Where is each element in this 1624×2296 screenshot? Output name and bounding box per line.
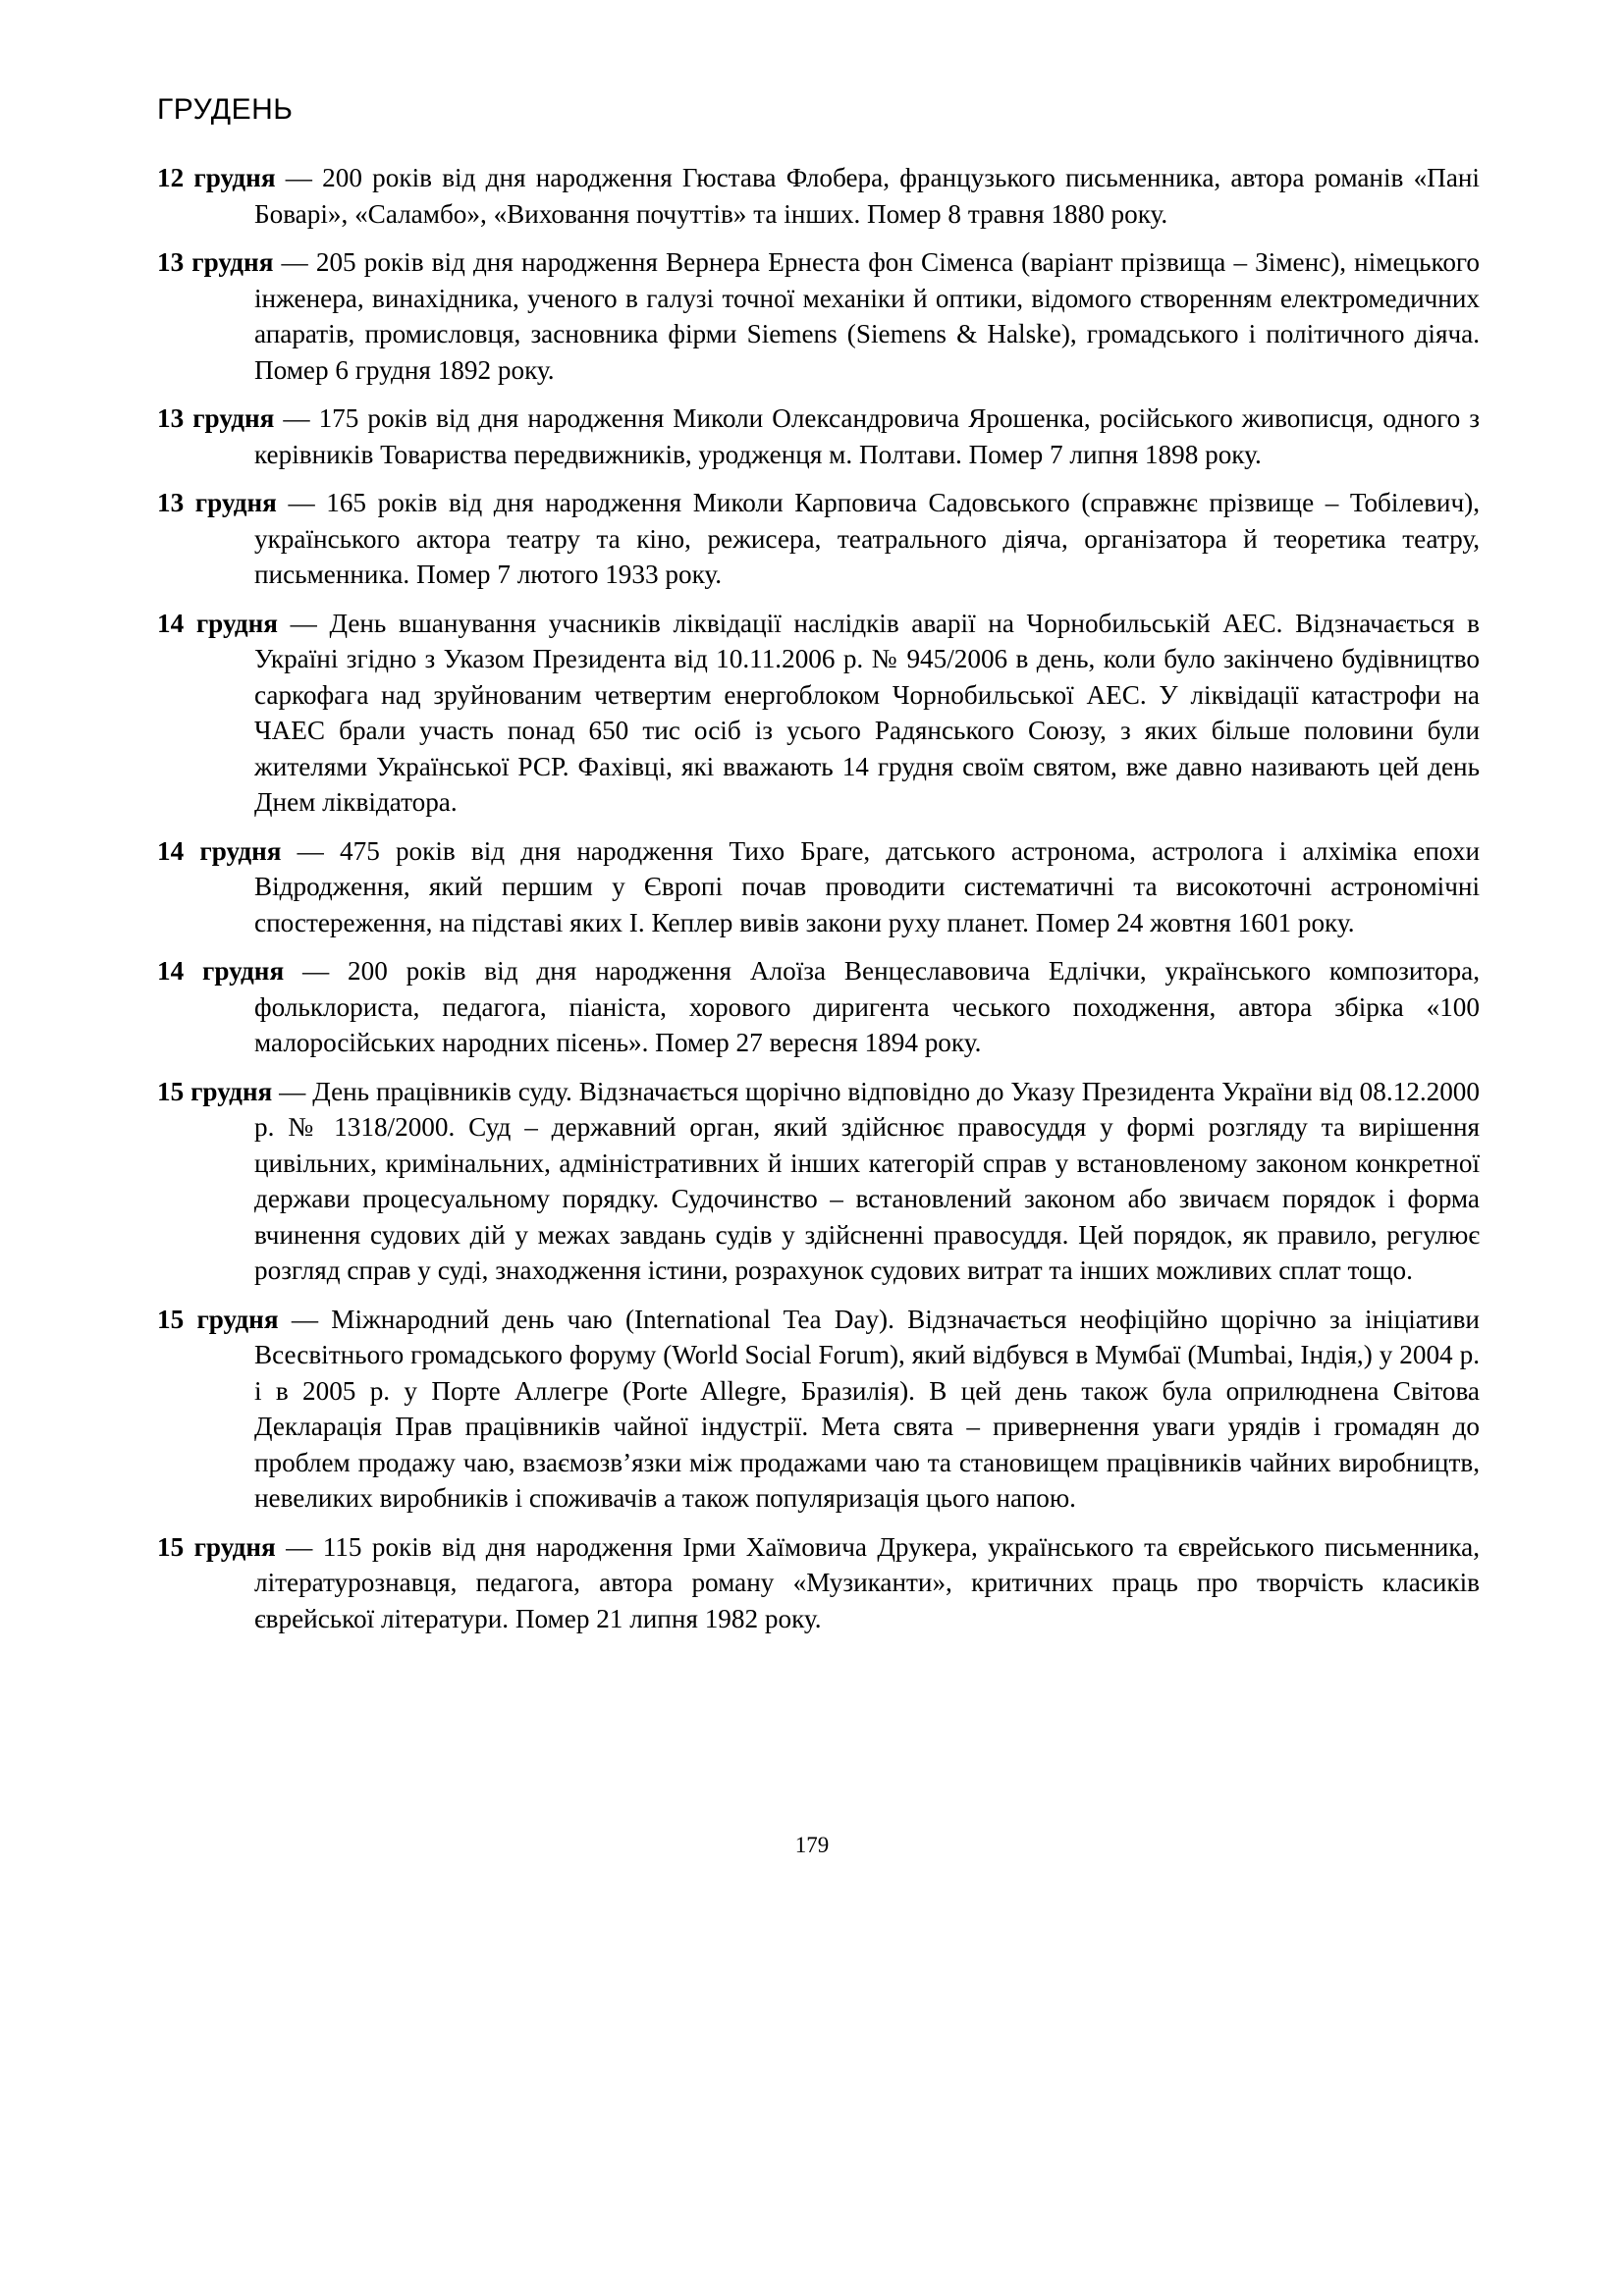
entry-dash: — xyxy=(278,1304,332,1334)
anniversary-entry xyxy=(157,1074,1480,1289)
entry-text: День працівників суду. Відзначається щорічно відповідно до Указу Президента України від 08.12.2000 р. № 1318/2000. Суд – державний орган, який здійснює правосуддя у формі розгляду та вирішення цивільних, кримінальних, адміністративних й інших категорій справ у встановленому законом конкретної держави процесуальному порядку. Судочинство – встановлений законом або звичаєм порядок і форма вчинення судових дій у межах завдань судів у здійсненні правосуддя. Цей порядок, як правило, регулює розгляд справ у суді, знаходження істини, розрахунок судових витрат та інших можливих сплат тощо. xyxy=(254,1076,1480,1285)
month-heading: ГРУДЕНЬ xyxy=(157,93,294,126)
entry-text: День вшанування учасників ліквідації наслідків аварії на Чорнобильській АЕС. Відзначається в Україні згідно з Указом Президента від 10.11.2006 р. № 945/2006 в день, коли було закінчено будівництво саркофага над зруйнованим четвертим енергоблоком Чорнобильської АЕС. У ліквідації катастрофи на ЧАЕС брали участь понад 650 тис осіб із усього Радянського Союзу, з яких більше половини були жителями Української РСР. Фахівці, які вважають 14 грудня своїм святом, вже давно називають цей день Днем ліквідатора. xyxy=(254,608,1480,817)
entry-text: 165 років від дня народження Миколи Карповича Садовського (справжнє прізвище – Тобілевич), українського актора театру та кіно, режисера, театрального діяча, організатора й теоретика театру, письменника. Помер 7 лютого 1933 року. xyxy=(254,488,1480,589)
anniversary-entry xyxy=(157,400,1480,472)
entry-dash: — xyxy=(275,163,323,192)
entry-text: 200 років від дня народження Алоїза Венцеславовича Едлічки, українського композитора, фольклориста, педагога, піаніста, хорового диригента чеського походження, автора збірка «100 малоросійських народних пісень». Помер 27 вересня 1894 року. xyxy=(254,956,1481,1057)
entry-date: 15 грудня xyxy=(157,1531,276,1562)
anniversary-entry xyxy=(157,833,1480,941)
entry-date: 14 грудня xyxy=(157,835,282,866)
anniversary-entry xyxy=(157,953,1480,1061)
entry-text: 115 років від дня народження Ірми Хаїмовича Друкера, українського та єврейського письменника, літературознавця, педагога, автора роману «Музиканти», критичних праць про творчість класиків єврейської літератури. Помер 21 липня 1982 року. xyxy=(254,1531,1481,1633)
anniversary-entry xyxy=(157,160,1480,232)
anniversary-entry xyxy=(157,606,1480,821)
anniversary-entry xyxy=(157,244,1480,388)
anniversary-entry xyxy=(157,485,1480,593)
entry-date: 13 грудня xyxy=(157,247,274,277)
entry-dash: — xyxy=(273,247,316,277)
entry-dash: — xyxy=(284,956,349,986)
entry-dash: — xyxy=(277,608,330,638)
page-number: 179 xyxy=(794,1833,830,1857)
entry-text: 175 років від дня народження Миколи Олександровича Ярошенка, російського живописця, одного з керівників Товариства передвижників, уродженця м. Полтави. Помер 7 липня 1898 року. xyxy=(254,403,1480,469)
entry-dash: — xyxy=(275,1531,323,1562)
entry-date: 15 грудня xyxy=(157,1304,279,1334)
entry-date: 14 грудня xyxy=(157,608,278,638)
entry-dash: — xyxy=(276,488,327,517)
anniversary-list xyxy=(157,160,1480,1636)
entry-date: 14 грудня xyxy=(157,956,285,986)
entry-date: 15 грудня xyxy=(157,1076,273,1106)
entry-dash: — xyxy=(274,403,319,433)
entry-date: 12 грудня xyxy=(157,163,276,192)
entry-text: 205 років від дня народження Вернера Ернеста фон Сіменса (варіант прізвища – Зіменс), німецького інженера, винахідника, ученого в галузі точної механіки й оптики, відомого створенням електромедичних апаратів, промисловця, засновника фірми Siemens (Siemens & Halske), громадського і політичного діяча. Помер 6 грудня 1892 року. xyxy=(254,247,1480,385)
entry-text: 200 років від дня народження Гюстава Флобера, французького письменника, автора романів «Пані Боварі», «Саламбо», «Виховання почуттів» та інших. Помер 8 травня 1880 року. xyxy=(254,163,1480,229)
entry-text: Міжнародний день чаю (International Tea Day). Відзначається неофіційно щорічно за ініціативи Всесвітнього громадського форуму (World Social Forum), який відбувся в Мумбаї (Mumbai, Індія,) у 2004 р. і в 2005 р. у Порте Аллегре (Porte Allegre, Бразилія). В цей день також була оприлюднена Світова Декларація Прав працівників чайної індустрії. Мета свята – привернення уваги урядів і громадян до проблем продажу чаю, взаємозв’язки між продажами чаю та становищем працівників чайних виробництв, невеликих виробників і споживачів а також популяризація цього напою. xyxy=(254,1304,1480,1513)
entry-date: 13 грудня xyxy=(157,488,277,517)
anniversary-entry xyxy=(157,1302,1480,1517)
entry-dash: — xyxy=(281,835,340,866)
entry-dash: — xyxy=(272,1076,313,1106)
document-page xyxy=(157,93,1480,1649)
entry-date: 13 грудня xyxy=(157,403,275,433)
anniversary-entry xyxy=(157,1529,1480,1637)
entry-text: 475 років від дня народження Тихо Браге, датського астронома, астролога і алхіміка епохи Відродження, який першим у Європі почав проводити систематичні та високоточні астрономічні спостереження, на підставі яких І. Кеплер вивів закони руху планет. Помер 24 жовтня 1601 року. xyxy=(254,835,1480,937)
